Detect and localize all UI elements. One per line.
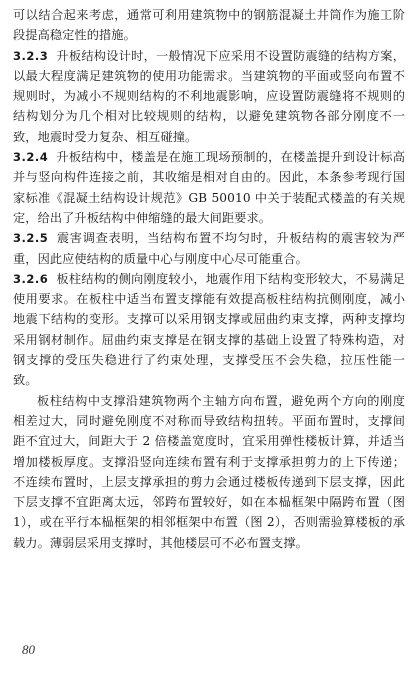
clause-number: 3.2.4: [13, 150, 49, 165]
clause-number: 3.2.6: [13, 271, 49, 286]
clause-3-2-6-continued: [13, 391, 405, 553]
clause-3-2-3: [13, 46, 405, 147]
clause-text: 升板结构中，楼盖是在施工现场预制的，在楼盖提升到设计标高并与竖向构件连接之前，其收缩是相对自由的。因此，本条参考现行国家标准《混凝土结构设计规范》GB 50010 中关于装配式楼盖的有关规定，给出了升板结构中伸缩缝的最大间距要求。: [13, 150, 405, 225]
clause-3-2-5: [13, 228, 405, 269]
clause-3-2-4: [13, 147, 405, 228]
clause-text: 震害调查表明，当结构布置不均匀时，升板结构的震害较为严重，因此应使结构的质量中心与刚度中心尽可能重合。: [13, 231, 405, 266]
clause-number: 3.2.5: [13, 231, 49, 246]
page-number: 80: [22, 642, 35, 657]
clause-text: 板柱结构的侧向刚度较小，地震作用下结构变形较大，不易满足使用要求。在板柱中适当布置支撑能有效提高板柱结构抗侧刚度，减小地震下结构的变形。支撑可以采用钢支撑或屈曲约束支撑，两种支撑均采用钢材制作。屈曲约束支撑是在钢支撑的基础上设置了特殊构造，对钢支撑的受压失稳进行了约束处理，支撑受压不会失稳，拉压性能一致。: [13, 271, 405, 388]
document-page: [13, 5, 405, 553]
paragraph-text: 板柱结构中支撑沿建筑物两个主轴方向布置，避免两个方向的刚度相差过大，同时避免刚度不对称而导致结构扭转。平面布置时，支撑间距不宜过大，间距大于 2 倍楼盖宽度时，宜采用弹性楼板计算，并适当增加楼板厚度。支撑沿竖向连续布置有利于支撑承担剪力的上下传递；不连续布置时，上层支撑承担的剪力会通过楼板传递到下层支撑，因此下层支撑不宜距离太远，邻跨布置较好，如在本榀框架中隔跨布置（图 1），或在平行本榀框架的相邻框架中布置（图 2），否则需验算楼板的承载力。薄弱层采用支撑时，其他楼层可不必布置支撑。: [13, 393, 405, 550]
clause-number: 3.2.3: [13, 48, 49, 63]
paragraph-continuation: [13, 5, 405, 46]
clause-text: 升板结构设计时，一般情况下应采用不设置防震缝的结构方案，以最大程度满足建筑物的使用功能需求。当建筑物的平面或竖向布置不规则时，为减小不规则结构的不利地震影响，应设置防震缝将不规则的结构划分为几个相对比较规则的结构，以避免建筑物各部分刚度不一致，地震时受力复杂、相互碰撞。: [13, 48, 405, 144]
clause-3-2-6: [13, 269, 405, 391]
paragraph-text: 可以结合起来考虑，通常可利用建筑物中的钢筋混凝土井筒作为施工阶段提高稳定性的措施。: [13, 8, 405, 43]
